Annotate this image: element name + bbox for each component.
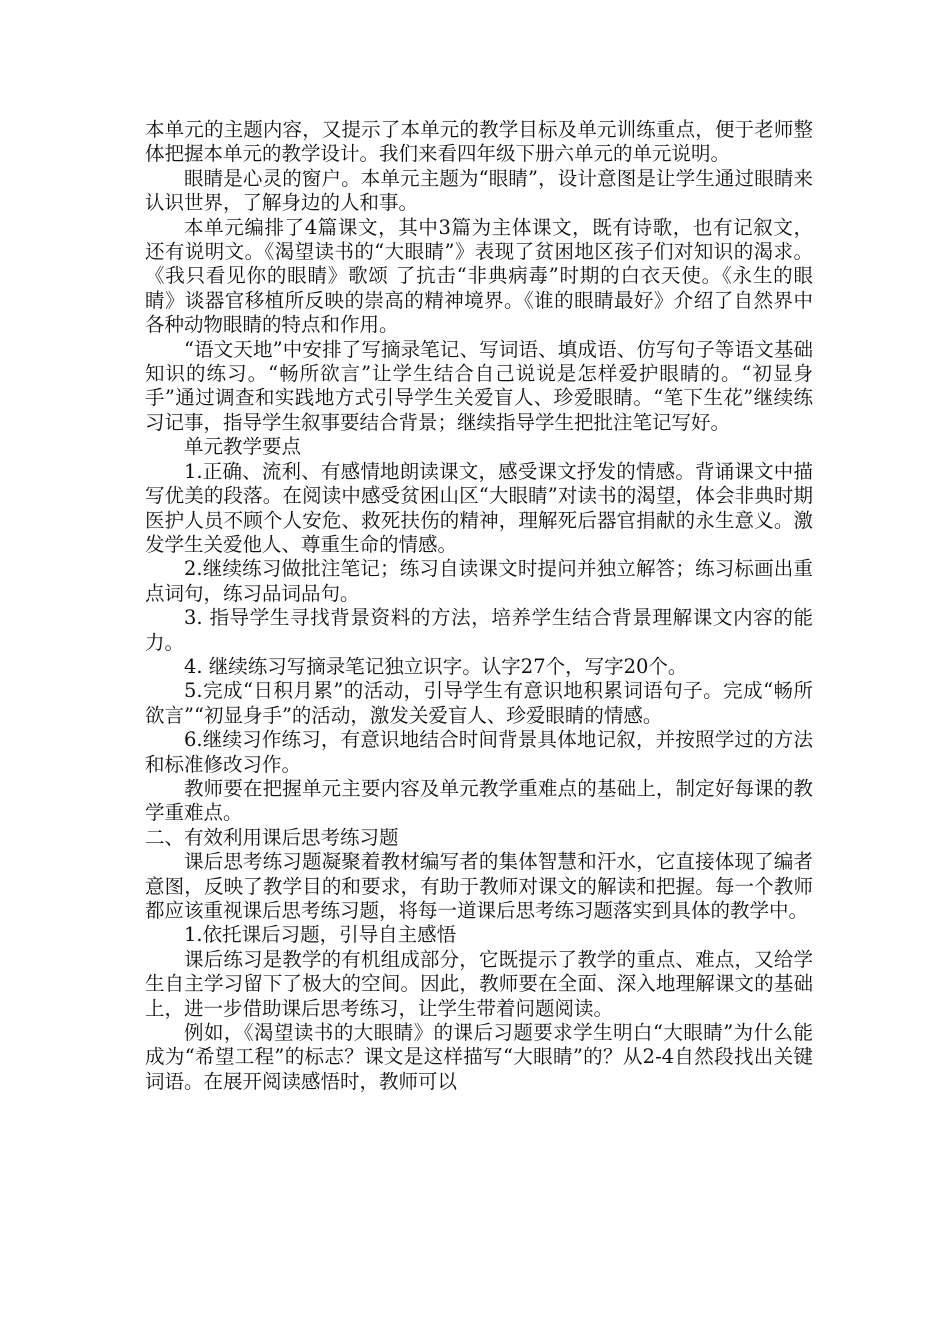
section-heading-exercises: 二、有效利用课后思考练习题: [145, 825, 399, 849]
list-item-point-5: 5.完成“日积月累”的活动，引导学生有意识地积累词语句子。完成“畅所欲言”“初显身手”的活动，激发关爱盲人、珍爱眼睛的情感。: [145, 679, 813, 727]
paragraph-chinese-world: “语文天地”中安排了写摘录笔记、写词语、填成语、仿写句子等语文基础知识的练习。“畅所欲言”让学生结合自己说说是怎样爱护眼睛的。“初显身手”通过调查和实践地方式引导学生关爱盲人、珍爱眼睛。“笔下生花”继续练习记事，指导学生叙事要结合背景；继续指导学生把批注笔记写好。: [145, 337, 813, 434]
paragraph-exercises-role: 课后练习是教学的有机组成部分，它既提示了教学的重点、难点，又给学生自主学习留下了极大的空间。因此，教师要在全面、深入地理解课文的基础上，进一步借助课后思考练习，让学生带着问题阅读。: [145, 947, 813, 1020]
list-item-point-3: 3. 指导学生寻找背景资料的方法，培养学生结合背景理解课文内容的能力。: [145, 606, 813, 654]
section-heading-teaching-points: 单元教学要点: [184, 435, 302, 459]
paragraph-exercises-intro: 课后思考练习题凝聚着教材编写者的集体智慧和汗水，它直接体现了编者意图，反映了教学目的和要求，有助于教师对课文的解读和把握。每一个教师都应该重视课后思考练习题，将每一道课后思考练习题落实到具体的教学中。: [145, 850, 813, 922]
paragraph-teacher-summary: 教师要在把握单元主要内容及单元教学重难点的基础上，制定好每课的教学重难点。: [145, 776, 813, 825]
paragraph-unit-texts: 本单元编排了4篇课文，其中3篇为主体课文，既有诗歌，也有记叙文，还有说明文。《渴望读书的“大眼睛”》表现了贫困地区孩子们对知识的渴求。《我只看见你的眼睛》歌颂 了抗击“非典病毒”时期的白衣天使。《永生的眼睛》谈器官移植所反映的崇高的精神境界。《谁的眼睛最好》介绍了自然界中各种动物眼睛的特点和作用。: [145, 215, 813, 337]
list-item-point-4: 4. 继续练习写摘录笔记独立识字。认字27个，写字20个。: [184, 654, 688, 678]
list-item-point-6: 6.继续习作练习，有意识地结合时间背景具体地记叙，并按照学过的方法和标准修改习作。: [145, 728, 813, 776]
paragraph-unit-theme: 眼睛是心灵的窗户。本单元主题为“眼睛”，设计意图是让学生通过眼睛来认识世界，了解身边的人和事。: [145, 166, 813, 215]
document-body: [145, 118, 813, 1094]
paragraph-unit-intro-continued: 本单元的主题内容，又提示了本单元的教学目标及单元训练重点，便于老师整体把握本单元的教学设计。我们来看四年级下册六单元的单元说明。: [145, 118, 813, 166]
list-item-point-1: 1.正确、流利、有感情地朗读课文，感受课文抒发的情感。背诵课文中描写优美的段落。在阅读中感受贫困山区“大眼睛”对读书的渴望，体会非典时期医护人员不顾个人安危、救死扶伤的精神，理解死后器官捐献的永生意义。激发学生关爱他人、尊重生命的情感。: [145, 459, 813, 556]
list-item-point-2: 2.继续练习做批注笔记；练习自读课文时提问并独立解答；练习标画出重点词句，练习品词品句。: [145, 557, 813, 605]
subsection-heading-self-perception: 1.依托课后习题，引导自主感悟: [184, 923, 457, 947]
paragraph-example: 例如，《渴望读书的大眼睛》的课后习题要求学生明白“大眼睛”为什么能成为“希望工程”的标志？课文是这样描写“大眼睛”的？从2-4自然段找出关键词语。在展开阅读感悟时，教师可以: [145, 1021, 813, 1093]
